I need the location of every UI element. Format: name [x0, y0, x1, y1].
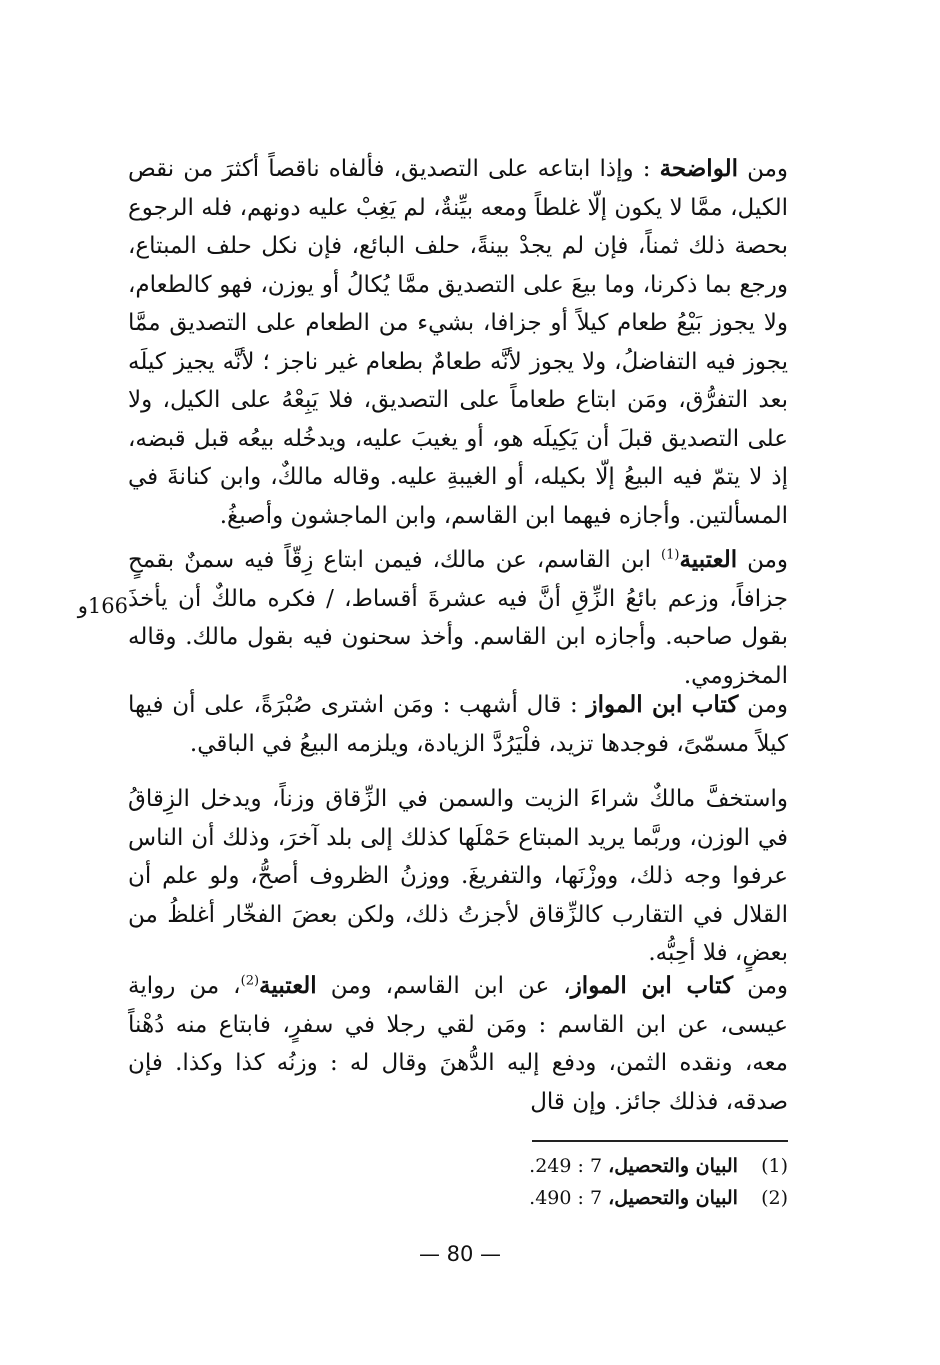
- source-title: كتاب ابن المواز: [570, 972, 734, 999]
- footnote-reference: 7 : 490.: [529, 1187, 603, 1209]
- paragraph-text: ، من رواية عيسى، عن ابن القاسم : ومَن لقي رجلا في سفرٍ، فابتاع منه دُهْناً معه، ونقده الثمن، ودفع إليه الدُّهنَ وقال له : وزنُه كذا وكذا. فإن صدقه، فذلك جائز. وإن قال: [128, 973, 788, 1115]
- footnote-reference: 7 : 249.: [529, 1155, 603, 1177]
- page-number: — 80 —: [418, 1242, 502, 1266]
- paragraph-lead: ومن: [747, 156, 789, 182]
- footnote-ref: (2): [240, 973, 260, 989]
- paragraph-zaqq: [128, 780, 788, 973]
- footnote-source: البيان والتحصيل،: [608, 1155, 738, 1177]
- source-title: الواضحة: [659, 155, 738, 182]
- paragraph-mid: ، عن ابن القاسم، ومن: [330, 973, 571, 999]
- paragraph-text: : قال أشهب : ومَن اشترى صُبْرَةً، على أن فيها كيلاً مسمّىً، فوجدها تزيد، فلْيَرُدَّ الزيادة، ويلزمه البيعُ في الباقي.: [128, 692, 788, 757]
- paragraph-duhn: [128, 967, 788, 1121]
- paragraph-text: ابن القاسم، عن مالك، فيمن ابتاع زِقّاً فيه سمنٌ بقمحٍ جزافاً، وزعم بائعُ الزِّقِ أنَّ فيه عشرةَ أقساط، / فكره مالكٌ أن يأخذَ بقول صاحبه. وأجازه ابن القاسم. وأخذ سحنون فيه بقول مالك. وقاله المخزومي.: [128, 547, 788, 689]
- paragraph-wadiha: [128, 150, 788, 535]
- footnote-ref: (1): [661, 547, 680, 563]
- footnote-divider: [532, 1140, 788, 1142]
- paragraph-ibn-al-mawwaz: [128, 686, 788, 763]
- paragraph-lead: ومن: [747, 973, 788, 999]
- footnote-item: [420, 1182, 788, 1214]
- paragraph-text: : وإذا ابتاعه على التصديق، فألفاه ناقصاً أكثرَ من نقص الكيل، ممَّا لا يكون إلّا غلطاً ومعه بيِّنةٌ، لم يَغِبْ عليه دونهم، فله الرجوع بحصة ذلك ثمناً، فإن لم يجدْ بينةً، حلف البائع، فإن نكل حلف المبتاع، ورجع بما ذكرنا، وما بيعَ على التصديق ممَّا يُكالُ أو يوزن، فهو كالطعام، ولا يجوز بَيْعُ طعام كيلاً أو جزافا، بشيء من الطعام على التصديق ممَّا يجوز فيه التفاضلُ، ولا يجوز لأنَّه طعامٌ بطعام غير ناجز ؛ لأنَّه يجيز كيلَه بعد التفرُّق، ومَن ابتاع طعاماً على التصديق، فلا يَبِعْهُ على الكيل، ولا على التصديق قبلَ أن يَكِيلَه هو، أو يغيبَ عليه، ويدخُله بيعُه قبل قبضه، إذ لا يتمّ فيه البيعُ إلّا بكيله، أو الغيبةِ عليه. وقاله مالكٌ، وابن كنانةَ في المسألتين. وأجازه فيهما ابن القاسم، وابن الماجشون وأصبغُ.: [128, 156, 788, 529]
- footnote-item: [420, 1150, 788, 1182]
- folio-margin-note: 166و: [77, 594, 128, 618]
- footnote-source: البيان والتحصيل،: [608, 1187, 738, 1209]
- source-title-2: العتبية: [259, 972, 317, 999]
- paragraph-utbiyya: [128, 541, 788, 695]
- paragraph-lead: ومن: [747, 692, 788, 718]
- footnote-number: (1): [761, 1155, 788, 1177]
- source-title: العتبية: [679, 546, 738, 573]
- source-title: كتاب ابن المواز: [586, 691, 739, 718]
- paragraph-lead: ومن: [747, 547, 789, 573]
- footnotes: [420, 1150, 788, 1214]
- paragraph-text: واستخفَّ مالكٌ شراءَ الزيت والسمن في الزِّقاق وزناً، ويدخل الزِقاقُ في الوزن، وربَّما يريد المبتاع حَمْلَها كذلك إلى بلد آخرَ، وذلك أن الناس عرفوا وجه ذلك، ووزْنَها، والتفريغَ. ووزنُ الظروف أصحُّ، ولو علم أن القلال في التقارب كالزِّقاق لأجزتُ ذلك، ولكن بعضَ الفخّار أغلظُ من بعضٍ، فلا أحِبُّه.: [128, 786, 788, 966]
- footnote-number: (2): [761, 1187, 788, 1209]
